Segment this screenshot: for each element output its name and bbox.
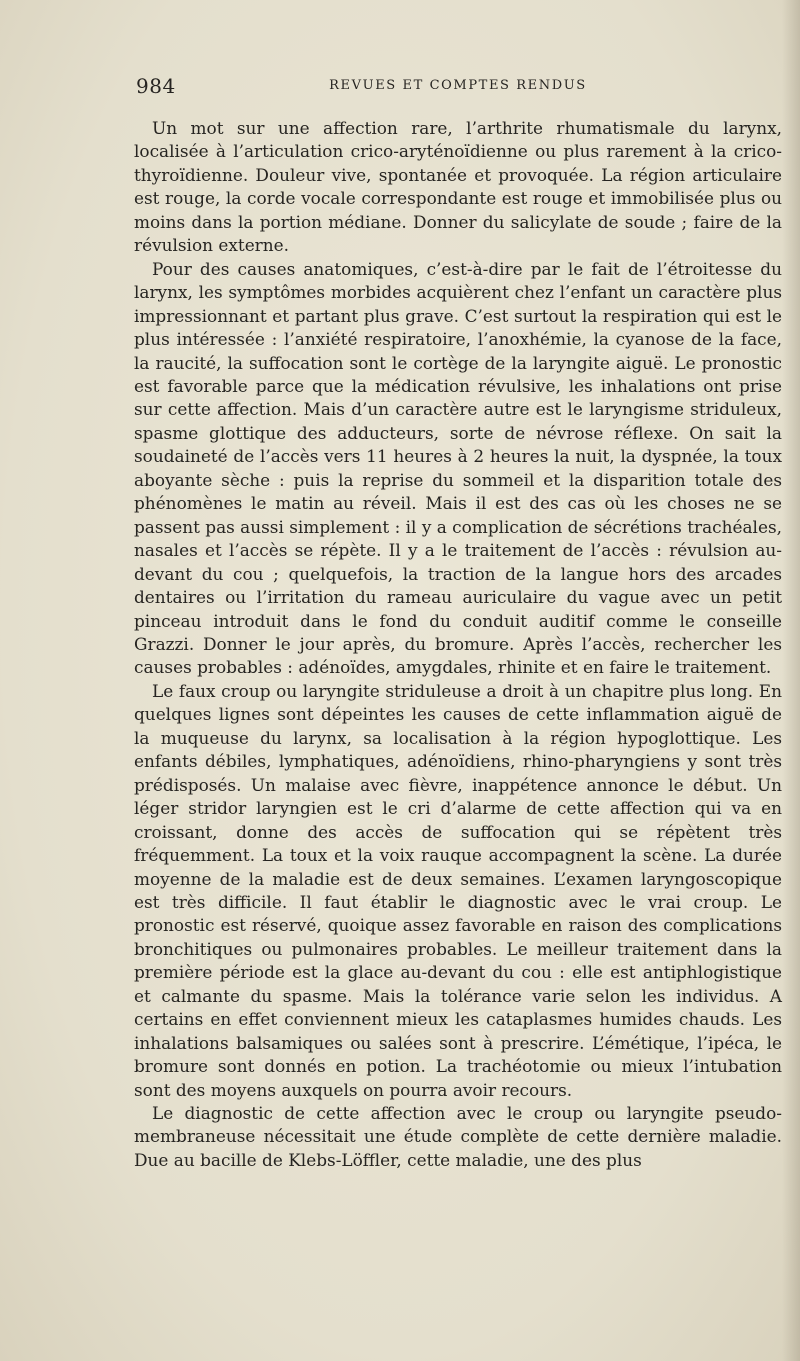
page-header bbox=[136, 74, 780, 98]
paragraph-croup-diagnosis: Le diagnostic de cette affection avec le croup ou laryngite pseudomembraneuse nécessitait une étude complète de cette dernière maladie. Due au bacille de Klebs-Löffler, cette maladie, une des plus bbox=[134, 1103, 782, 1170]
body-text bbox=[134, 117, 782, 1172]
running-title: REVUES ET COMPTES RENDUS bbox=[329, 78, 587, 93]
page-edge-shadow bbox=[782, 0, 800, 1361]
paragraph-arthritis: Un mot sur une affection rare, l’arthrite rhumatismale du larynx, localisée à l’articulation crico-aryténoïdienne ou plus rarement à la crico-thyroïdienne. Douleur vive, spontanée et provoquée. La région articulaire est rouge, la corde vocale correspondante est rouge et immobilisée plus ou moins dans la portion médiane. Donner du salicylate de soude ; faire de la révulsion externe. bbox=[134, 118, 782, 256]
paragraph-false-croup: Le faux croup ou laryngite striduleuse a droit à un chapitre plus long. En quelques lignes sont dépeintes les causes de cette inflammation aiguë de la muqueuse du larynx, sa localisation à la région hypoglottique. Les enfants débiles, lymphatiques, adénoïdiens, rhino-pharyngiens y sont très prédisposés. Un malaise avec fièvre, inappétence annonce le début. Un léger stridor laryngien est le cri d’alarme de cette affection qui va en croissant, donne des accès de suffocation qui se répètent très fréquemment. La toux et la voix rauque accompagnent la scène. La durée moyenne de la maladie est de deux semaines. L’examen laryngoscopique est très difficile. Il faut établir le diagnostic avec le vrai croup. Le pronostic est réservé, quoique assez favorable en raison des complications bronchitiques ou pulmonaires probables. Le meilleur traitement dans la première période est la glace au-devant du cou : elle est antiphlogistique et calmante du spasme. Mais la tolérance varie selon les individus. A certains en effet conviennent mieux les cataplasmes humides chauds. Les inhalations balsamiques ou salées sont à prescrire. L’émétique, l’ipéca, le bromure sont donnés en potion. La trachéotomie ou mieux l’intubation sont des moyens auxquels on pourra avoir recours. bbox=[134, 680, 782, 1100]
page-number: 984 bbox=[136, 74, 176, 98]
paragraph-child-laryngitis: Pour des causes anatomiques, c’est-à-dire par le fait de l’étroitesse du larynx, les symptômes morbides acquièrent chez l’enfant un caractère plus impressionnant et partant plus grave. C’est surtout la respiration qui est le plus intéressée : l’anxiété respiratoire, l’anoxhémie, la cyanose de la face, la raucité, la suffocation sont le cortège de la laryngite aiguë. Le pronostic est favorable parce que la médication révulsive, les inhalations ont prise sur cette affection. Mais d’un caractère autre est le laryngisme striduleux, spasme glottique des adducteurs, sorte de névrose réflexe. On sait la soudaineté de l’accès vers 11 heures à 2 heures la nuit, la dyspnée, la toux aboyante sèche : puis la reprise du sommeil et la disparition totale des phénomènes le matin au réveil. Mais il est des cas où les choses ne se passent pas aussi simplement : il y a complication de sécrétions trachéales, nasales et l’accès se répète. Il y a le traitement de l’accès : révulsion au-devant du cou ; quelquefois, la traction de la langue hors des arcades dentaires ou l’irritation du rameau auriculaire du vague avec un petit pinceau introduit dans le fond du conduit auditif comme le conseille Grazzi. Donner le jour après, du bromure. Après l’accès, rechercher les causes probables : adénoïdes, amygdales, rhinite et en faire le traitement. bbox=[134, 258, 782, 678]
